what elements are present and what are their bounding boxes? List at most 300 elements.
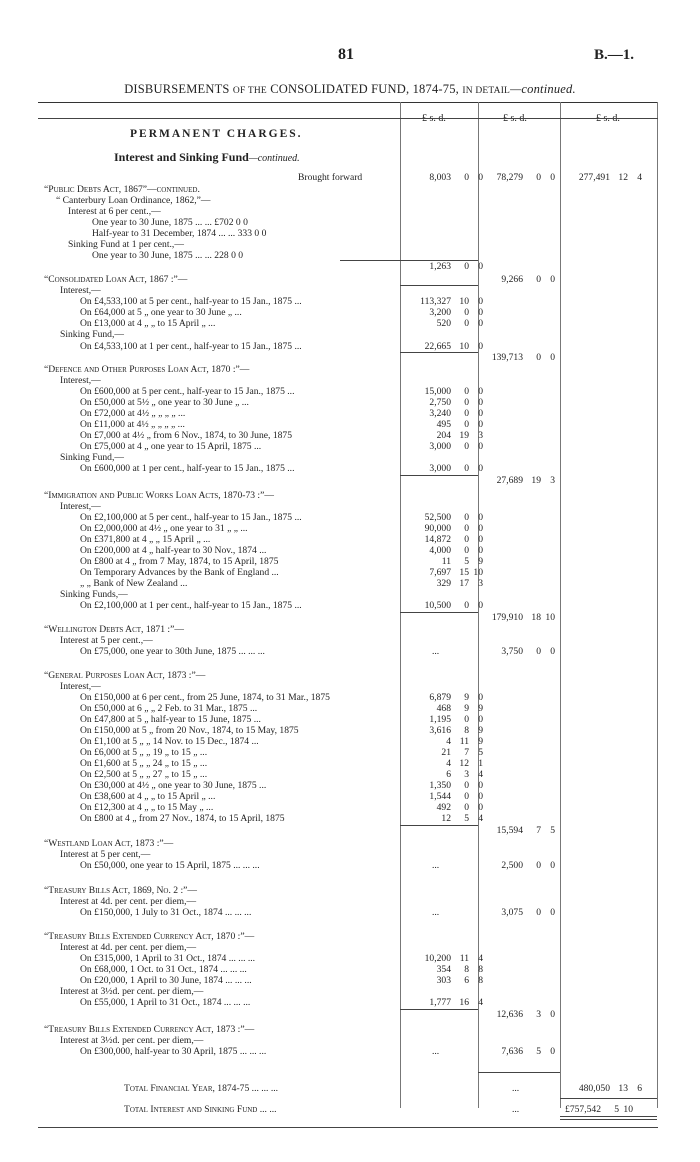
amount-cell xyxy=(421,703,483,714)
shillings: 12 xyxy=(459,758,469,769)
pounds: 10,200 xyxy=(424,953,451,964)
rule-line xyxy=(478,1072,560,1073)
entry-line: “Consolidated Loan Act, 1867 :”— xyxy=(44,274,188,285)
pounds: 6,879 xyxy=(429,692,451,703)
pence: 0 xyxy=(478,307,483,318)
pounds: 4,000 xyxy=(429,545,451,556)
shillings: 3 xyxy=(464,769,469,780)
entry-line: Interest at 4d. per cent. per diem,— xyxy=(60,896,197,907)
entry-line: On £4,533,100 at 5 per cent., half-year to 15 Jan., 1875 ... xyxy=(80,296,302,307)
rule-line xyxy=(400,352,478,353)
entry-line: On £315,000, 1 April to 31 Oct., 1874 ... ... ... xyxy=(80,953,256,964)
shillings: 0 xyxy=(464,419,469,430)
entry-line: “General Purposes Loan Act, 1873 :”— xyxy=(44,670,206,681)
pounds: 113,327 xyxy=(420,296,451,307)
amount-cell xyxy=(421,975,483,986)
entry-line: Sinking Fund,— xyxy=(60,329,124,340)
entry-line: On £11,000 at 4½ „ „ „ „ ... xyxy=(80,419,185,430)
pence: 10 xyxy=(473,567,483,578)
pence: 0 xyxy=(478,341,483,352)
pence: 3 xyxy=(550,475,555,486)
amount-cell xyxy=(421,769,483,780)
entry-line: On £12,300 at 4 „ „ to 15 May „ ... xyxy=(80,802,214,813)
entry-line: Total Financial Year, 1874-75 ... ... ... xyxy=(124,1083,279,1094)
rule-line xyxy=(560,1116,657,1117)
amount-cell xyxy=(421,441,483,452)
shillings: 0 xyxy=(536,907,541,918)
empty-cell-dots: ... xyxy=(432,907,440,918)
shillings: 0 xyxy=(536,274,541,285)
entry-line: On £50,000, one year to 15 April, 1875 ... ... ... xyxy=(80,860,260,871)
pounds: 1,544 xyxy=(429,791,451,802)
amount-cell xyxy=(421,307,483,318)
pence: 0 xyxy=(478,397,483,408)
amount-cell xyxy=(421,512,483,523)
pounds: 1,777 xyxy=(429,997,451,1008)
amount-cell xyxy=(411,296,483,307)
pence: 0 xyxy=(550,1009,555,1020)
pounds: 3,000 xyxy=(429,463,451,474)
entry-line: Interest,— xyxy=(60,285,101,296)
pence: 3 xyxy=(478,430,483,441)
pence: 0 xyxy=(550,352,555,363)
pence: 4 xyxy=(637,172,642,183)
entry-line: On £1,600 at 5 „ „ 24 „ to 15 „ ... xyxy=(80,758,208,769)
entry-line: Sinking Fund at 1 per cent.,— xyxy=(68,239,184,250)
rule-line xyxy=(38,1127,658,1128)
amount-cell xyxy=(421,736,483,747)
amount-cell xyxy=(421,408,483,419)
amount-cell xyxy=(561,1104,633,1115)
pence: 0 xyxy=(478,523,483,534)
entry-line: On £72,000 at 4½ „ „ „ „ ... xyxy=(80,408,186,419)
shillings: 0 xyxy=(464,512,469,523)
pounds: 303 xyxy=(436,975,451,986)
shillings: 0 xyxy=(464,791,469,802)
shillings: 0 xyxy=(464,600,469,611)
shillings: 19 xyxy=(459,430,469,441)
entry-line: „ „ Bank of New Zealand ... xyxy=(80,578,188,589)
entry-line: Interest at 5 per cent,— xyxy=(60,849,151,860)
shillings: 11 xyxy=(459,953,469,964)
entry-line: “Wellington Debts Act, 1871 :”— xyxy=(44,624,184,635)
entry-line: Interest at 5 per cent.,— xyxy=(60,635,153,646)
entry-line: “Defence and Other Purposes Loan Act, 1870 :”— xyxy=(44,364,250,375)
pounds: 21 xyxy=(441,747,451,758)
pence: 9 xyxy=(478,556,483,567)
pounds: 6 xyxy=(446,769,451,780)
shillings: 0 xyxy=(464,780,469,791)
pence: 8 xyxy=(478,964,483,975)
pounds: 492 xyxy=(436,802,451,813)
pence: 5 xyxy=(478,747,483,758)
pence: 0 xyxy=(550,1046,555,1057)
pounds: 10,500 xyxy=(424,600,451,611)
rule-line xyxy=(560,1098,657,1099)
shillings: 0 xyxy=(464,523,469,534)
entry-line: On £38,600 at 4 „ „ to 15 April „ ... xyxy=(80,791,216,802)
pounds: 7,697 xyxy=(429,567,451,578)
shillings: 3 xyxy=(536,1009,541,1020)
pence: 4 xyxy=(478,813,483,824)
column-rule xyxy=(560,102,561,1108)
entry-line: On £13,000 at 4 „ „ to 15 April „ ... xyxy=(80,318,216,329)
pounds: 3,075 xyxy=(501,907,523,918)
amount-cell xyxy=(421,545,483,556)
amount-cell xyxy=(493,860,555,871)
entry-line: On £800 at 4 „ from 27 Nov., 1874, to 15 April, 1875 xyxy=(80,813,285,824)
amount-cell xyxy=(493,1046,555,1057)
pounds: 277,491 xyxy=(578,172,610,183)
amount-cell xyxy=(421,747,483,758)
entry-line: On £47,800 at 5 „ half-year to 15 June, 1875 ... xyxy=(80,714,261,725)
pence: 10 xyxy=(545,612,555,623)
amount-cell xyxy=(421,964,483,975)
shillings: 18 xyxy=(531,612,541,623)
pounds: 14,872 xyxy=(424,534,451,545)
pounds: 12,636 xyxy=(496,1009,523,1020)
entry-line: On £20,000, 1 April to 30 June, 1874 ... ... ... xyxy=(80,975,252,986)
pounds: 354 xyxy=(436,964,451,975)
title-main: DISBURSEMENTS xyxy=(124,82,230,96)
pounds: 2,500 xyxy=(501,860,523,871)
rule-line xyxy=(400,285,478,286)
pounds: 3,200 xyxy=(429,307,451,318)
shillings: 5 xyxy=(536,1046,541,1057)
pounds: 27,689 xyxy=(496,475,523,486)
pence: 4 xyxy=(478,953,483,964)
rule-line xyxy=(400,825,478,826)
shillings: 0 xyxy=(464,386,469,397)
entry-line: Interest at 4d. per cent. per diem,— xyxy=(60,942,197,953)
amount-cell xyxy=(421,261,483,272)
entry-line: “Treasury Bills Extended Currency Act, 1873 :”— xyxy=(44,1024,255,1035)
amount-cell xyxy=(421,567,483,578)
title-of: OF THE xyxy=(232,86,267,96)
pounds: 520 xyxy=(436,318,451,329)
column-rule xyxy=(400,102,401,1108)
pounds: 12 xyxy=(441,813,451,824)
shillings: 0 xyxy=(464,318,469,329)
amount-cell xyxy=(570,1083,642,1094)
entry-line: On £600,000 at 1 per cent., half-year to 15 Jan., 1875 ... xyxy=(80,463,295,474)
pence: 0 xyxy=(478,261,483,272)
entry-line: Interest,— xyxy=(60,501,101,512)
pence: 0 xyxy=(478,714,483,725)
pounds: 3,240 xyxy=(429,408,451,419)
entry-line: Interest,— xyxy=(60,375,101,386)
pence: 0 xyxy=(478,802,483,813)
pence: 0 xyxy=(478,386,483,397)
rule-line xyxy=(400,612,478,613)
shillings: 15 xyxy=(459,567,469,578)
pence: 0 xyxy=(478,318,483,329)
rule-line xyxy=(400,260,478,261)
amount-cell xyxy=(421,430,483,441)
entry-line: On £2,500 at 5 „ „ 27 „ to 15 „ ... xyxy=(80,769,208,780)
shillings: 5 xyxy=(464,813,469,824)
shillings: 8 xyxy=(464,964,469,975)
pounds: 7,636 xyxy=(501,1046,523,1057)
rule-line xyxy=(400,475,478,476)
pence: 0 xyxy=(478,408,483,419)
shillings: 0 xyxy=(536,172,541,183)
pence: 1 xyxy=(478,758,483,769)
entry-line: On £1,100 at 5 „ „ 14 Nov. to 15 Dec., 1874 ... xyxy=(80,736,259,747)
amount-cell xyxy=(421,997,483,1008)
entry-line: Sinking Fund,— xyxy=(60,452,124,463)
section-heading: PERMANENT CHARGES. xyxy=(130,128,303,140)
pence: 0 xyxy=(550,646,555,657)
pence: 10 xyxy=(623,1104,633,1115)
entry-line: One year to 30 June, 1875 ... ... £702 0 0 xyxy=(92,217,248,228)
column-header-1: £ s. d. xyxy=(422,113,446,124)
pounds: 204 xyxy=(436,430,451,441)
amount-cell xyxy=(421,714,483,725)
pounds: 52,500 xyxy=(424,512,451,523)
title-in: IN DETAIL xyxy=(462,86,511,96)
pounds: 329 xyxy=(436,578,451,589)
entry-line: On Temporary Advances by the Bank of England ... xyxy=(80,567,279,578)
entry-line: “Treasury Bills Act, 1869, No. 2 :”— xyxy=(44,885,197,896)
entry-line: On £150,000 at 5 „ from 20 Nov., 1874, to 15 May, 1875 xyxy=(80,725,299,736)
empty-cell-dots: ... xyxy=(432,1046,440,1057)
entry-line: “ Canterbury Loan Ordinance, 1862,”— xyxy=(56,195,211,206)
pounds: 480,050 xyxy=(578,1083,610,1094)
shillings: 16 xyxy=(459,997,469,1008)
amount-cell xyxy=(493,172,555,183)
entry-line: One year to 30 June, 1875 ... ... 228 0 0 xyxy=(92,250,244,261)
title-continued: —continued. xyxy=(510,82,576,96)
column-rule xyxy=(657,102,658,1108)
shillings: 11 xyxy=(459,736,469,747)
empty-cell-dots: ... xyxy=(432,646,440,657)
pence: 0 xyxy=(550,274,555,285)
empty-cell-dots: ... xyxy=(432,860,440,871)
pounds: 468 xyxy=(436,703,451,714)
pence: 0 xyxy=(478,419,483,430)
entry-line: On £2,000,000 at 4½ „ one year to 31 „ „ ... xyxy=(80,523,248,534)
page-title xyxy=(0,82,700,97)
shillings: 6 xyxy=(464,975,469,986)
amount-cell xyxy=(421,802,483,813)
entry-line: On £2,100,000 at 1 per cent., half-year to 15 Jan., 1875 ... xyxy=(80,600,302,611)
entry-line: “Immigration and Public Works Loan Acts, 1870-73 :”— xyxy=(44,490,274,501)
entry-line: On £55,000, 1 April to 31 Oct., 1874 ... ... ... xyxy=(80,997,251,1008)
shillings: 0 xyxy=(464,714,469,725)
pence: 9 xyxy=(478,736,483,747)
entry-line: On £150,000 at 6 per cent., from 25 June, 1874, to 31 Mar., 1875 xyxy=(80,692,330,703)
shillings: 0 xyxy=(464,307,469,318)
amount-cell xyxy=(421,397,483,408)
entry-line: On £75,000, one year to 30th June, 1875 ... ... ... xyxy=(80,646,265,657)
pounds: 179,910 xyxy=(491,612,523,623)
shillings: 8 xyxy=(464,725,469,736)
amount-cell xyxy=(483,612,555,623)
pounds: 139,713 xyxy=(491,352,523,363)
amount-cell xyxy=(421,463,483,474)
entry-line: Total Interest and Sinking Fund ... ... xyxy=(124,1104,277,1115)
report-reference: B.—1. xyxy=(594,47,635,63)
amount-cell xyxy=(421,341,483,352)
subheading-text: Interest and Sinking Fund xyxy=(114,150,249,164)
shillings: 10 xyxy=(459,296,469,307)
entry-line: On £50,000 at 5½ „ one year to 30 June „ ... xyxy=(80,397,249,408)
amount-cell xyxy=(421,780,483,791)
amount-cell xyxy=(421,534,483,545)
amount-cell xyxy=(570,172,642,183)
amount-cell xyxy=(421,725,483,736)
pounds: 3,750 xyxy=(501,646,523,657)
pounds: 3,000 xyxy=(429,441,451,452)
entry-line: “Treasury Bills Extended Currency Act, 1870 :”— xyxy=(44,931,255,942)
pence: 4 xyxy=(478,769,483,780)
entry-line: On £64,000 at 5 „ one year to 30 June „ ... xyxy=(80,307,242,318)
entry-line: On £6,000 at 5 „ „ 19 „ to 15 „ ... xyxy=(80,747,208,758)
amount-cell xyxy=(493,1009,555,1020)
shillings: 0 xyxy=(464,408,469,419)
entry-line: On £300,000, half-year to 30 April, 1875 ... ... ... xyxy=(80,1046,267,1057)
pounds: 22,665 xyxy=(424,341,451,352)
shillings: 0 xyxy=(464,545,469,556)
pence: 0 xyxy=(478,692,483,703)
entry-line: On £75,000 at 4 „ one year to 15 April, 1875 ... xyxy=(80,441,262,452)
subheading-continued: —continued. xyxy=(248,153,300,164)
shillings: 7 xyxy=(464,747,469,758)
pounds: 15,000 xyxy=(424,386,451,397)
pounds: 1,263 xyxy=(429,261,451,272)
pounds: 11 xyxy=(441,556,451,567)
pence: 3 xyxy=(478,578,483,589)
column-header-2: £ s. d. xyxy=(503,113,527,124)
pounds: £757,542 xyxy=(565,1104,601,1115)
shillings: 0 xyxy=(464,802,469,813)
pounds: 1,195 xyxy=(429,714,451,725)
pence: 0 xyxy=(478,600,483,611)
entry-line: On £4,533,100 at 1 per cent., half-year to 15 Jan., 1875 ... xyxy=(80,341,302,352)
rule-line xyxy=(340,260,400,261)
amount-cell xyxy=(493,274,555,285)
entry-line: “Public Debts Act, 1867”—continued. xyxy=(44,184,200,195)
pence: 0 xyxy=(550,907,555,918)
rule-line xyxy=(38,118,658,119)
shillings: 13 xyxy=(618,1083,628,1094)
entry-line: On £30,000 at 4½ „ one year to 30 June, 1875 ... xyxy=(80,780,267,791)
pence: 8 xyxy=(478,975,483,986)
entry-line: “Westland Loan Act, 1873 :”— xyxy=(44,838,174,849)
entry-line: Half-year to 31 December, 1874 ... ... 333 0 0 xyxy=(92,228,267,239)
pence: 0 xyxy=(478,512,483,523)
amount-cell xyxy=(421,953,483,964)
amount-cell xyxy=(493,825,555,836)
shillings: 12 xyxy=(618,172,628,183)
pence: 9 xyxy=(478,725,483,736)
amount-cell xyxy=(421,523,483,534)
entry-line: On £200,000 at 4 „ half-year to 30 Nov., 1874 ... xyxy=(80,545,267,556)
pence: 0 xyxy=(478,791,483,802)
pence: 9 xyxy=(478,703,483,714)
section-subheading xyxy=(114,150,300,165)
pounds: 9,266 xyxy=(501,274,523,285)
amount-cell xyxy=(421,600,483,611)
entry-line: Interest at 6 per cent.,— xyxy=(68,206,161,217)
empty-cell-dots: ... xyxy=(512,1083,520,1094)
pounds: 2,750 xyxy=(429,397,451,408)
pence: 0 xyxy=(478,441,483,452)
pounds: 495 xyxy=(436,419,451,430)
amount-cell xyxy=(483,352,555,363)
shillings: 0 xyxy=(536,352,541,363)
shillings: 5 xyxy=(614,1104,619,1115)
entry-line: On £7,000 at 4½ „ from 6 Nov., 1874, to 30 June, 1875 xyxy=(80,430,293,441)
amount-cell xyxy=(421,692,483,703)
entry-line: On £2,100,000 at 5 per cent., half-year to 15 Jan., 1875 ... xyxy=(80,512,302,523)
shillings: 0 xyxy=(464,172,469,183)
entry-line: Interest at 3½d. per cent. per diem,— xyxy=(60,1035,204,1046)
shillings: 5 xyxy=(464,556,469,567)
shillings: 0 xyxy=(464,463,469,474)
empty-cell-dots: ... xyxy=(512,1104,520,1115)
amount-cell xyxy=(421,556,483,567)
pence: 0 xyxy=(550,172,555,183)
pence: 0 xyxy=(478,296,483,307)
shillings: 0 xyxy=(536,646,541,657)
pence: 0 xyxy=(478,172,483,183)
pence: 6 xyxy=(637,1083,642,1094)
pounds: 8,003 xyxy=(429,172,451,183)
shillings: 0 xyxy=(464,441,469,452)
amount-cell xyxy=(421,386,483,397)
shillings: 0 xyxy=(536,860,541,871)
amount-cell xyxy=(421,791,483,802)
entry-line: On £68,000, 1 Oct. to 31 Oct., 1874 ... ... ... xyxy=(80,964,247,975)
pence: 0 xyxy=(478,463,483,474)
amount-cell xyxy=(493,646,555,657)
shillings: 7 xyxy=(536,825,541,836)
amount-cell xyxy=(493,475,555,486)
title-rest: CONSOLIDATED FUND, 1874-75, xyxy=(270,82,459,96)
pounds: 4 xyxy=(446,758,451,769)
page-number: 81 xyxy=(338,46,354,63)
pence: 0 xyxy=(478,534,483,545)
shillings: 9 xyxy=(464,703,469,714)
amount-cell xyxy=(421,172,483,183)
shillings: 0 xyxy=(464,261,469,272)
amount-cell xyxy=(493,907,555,918)
entry-line: Brought forward xyxy=(298,172,363,183)
entry-line: On £800 at 4 „ from 7 May, 1874, to 15 April, 1875 xyxy=(80,556,279,567)
shillings: 10 xyxy=(459,341,469,352)
pence: 0 xyxy=(478,545,483,556)
rule-line xyxy=(400,1009,478,1010)
entry-line: On £600,000 at 5 per cent., half-year to 15 Jan., 1875 ... xyxy=(80,386,295,397)
shillings: 19 xyxy=(531,475,541,486)
pence: 4 xyxy=(478,997,483,1008)
shillings: 0 xyxy=(464,534,469,545)
entry-line: Interest,— xyxy=(60,681,101,692)
amount-cell xyxy=(421,419,483,430)
pounds: 15,594 xyxy=(496,825,523,836)
amount-cell xyxy=(421,813,483,824)
shillings: 0 xyxy=(464,397,469,408)
pounds: 4 xyxy=(446,736,451,747)
entry-line: Sinking Funds,— xyxy=(60,589,128,600)
shillings: 9 xyxy=(464,692,469,703)
entry-line: Interest at 3½d. per cent. per diem,— xyxy=(60,986,204,997)
pence: 5 xyxy=(550,825,555,836)
pounds: 1,350 xyxy=(429,780,451,791)
entry-line: On £371,800 at 4 „ „ 15 April „ ... xyxy=(80,534,211,545)
